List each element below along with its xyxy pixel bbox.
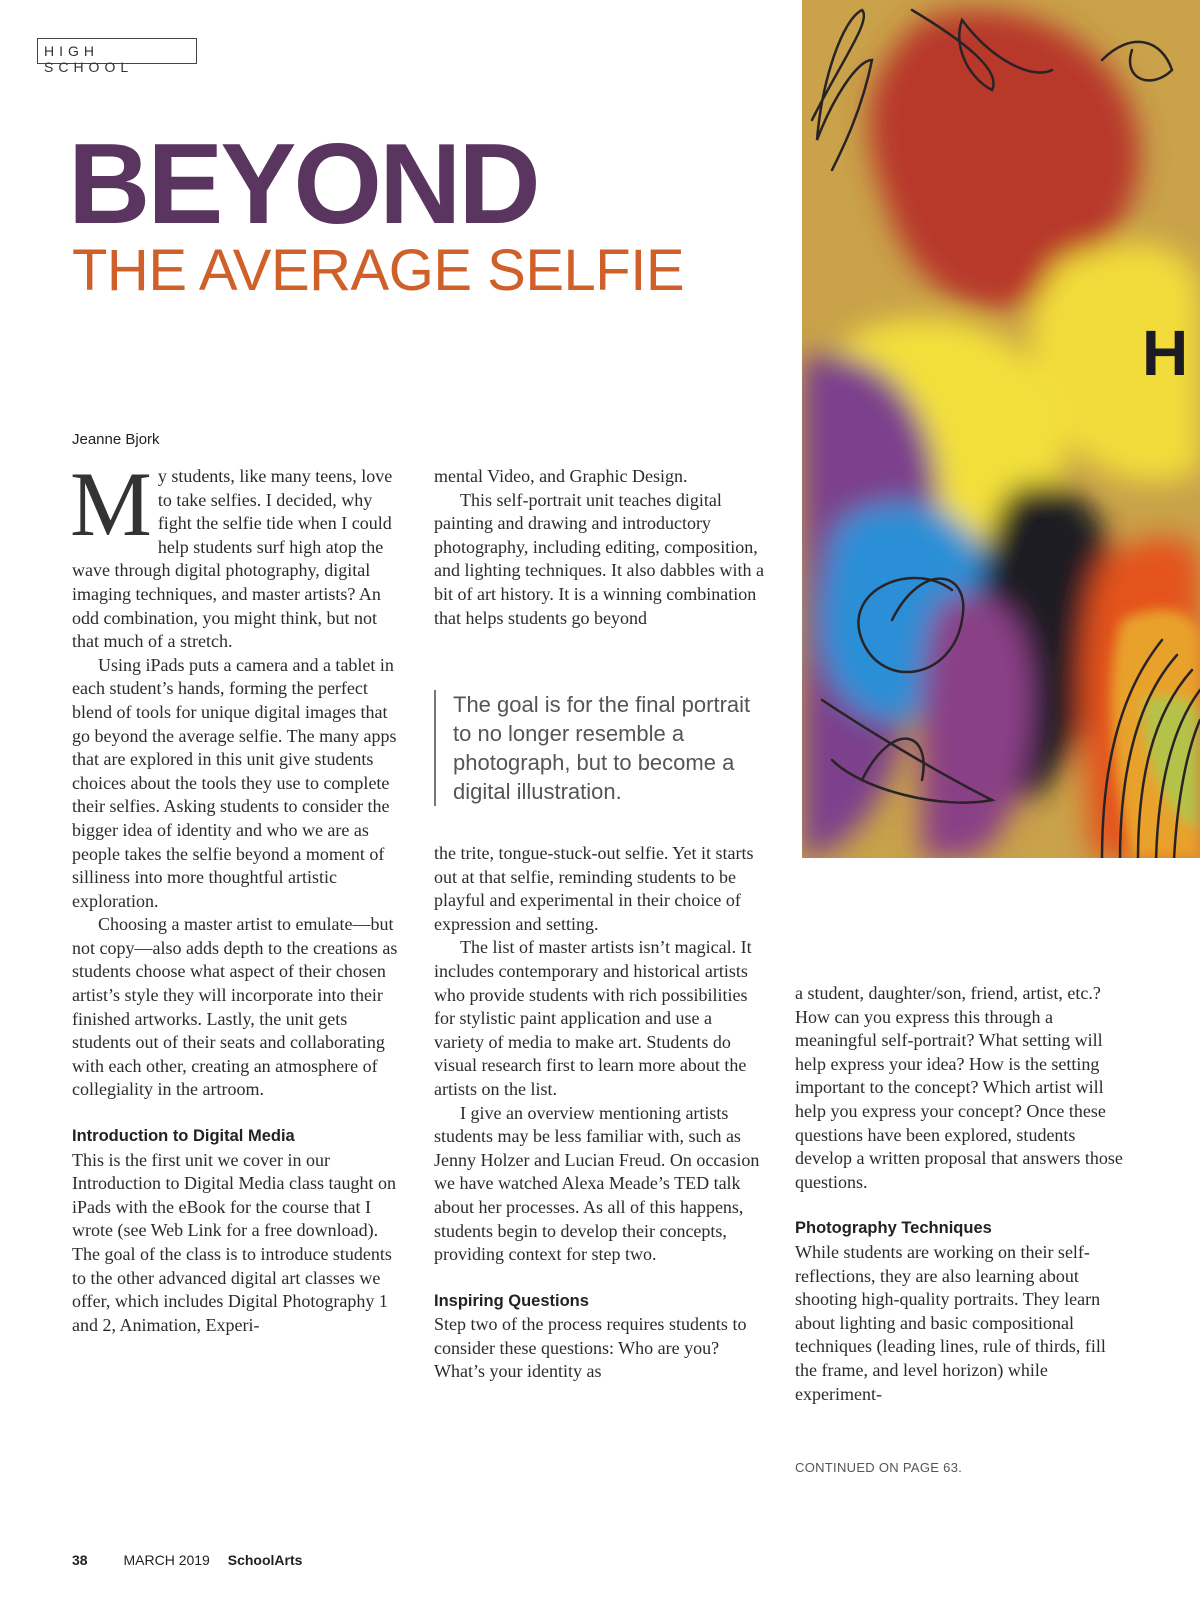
paragraph: The list of master artists isn’t magical. It includes contemporary and historical artists who provide students with rich possibilities for stylistic paint application and use a variety of media to make art. Students do visual research first to learn more about the artists on the list.	[434, 937, 752, 1099]
column-2-top	[434, 465, 764, 630]
paragraph: a student, daughter/son, friend, artist, etc.? How can you express this through a meaningful self-portrait? What setting will help express your idea? How is the setting important to the concept? Which artist will help you express your concept? Once these questions have been explored, students develop a written proposal that answers those questions.	[795, 983, 1123, 1192]
paragraph: Choosing a master artist to emulate—but not copy—also adds depth to the creations as students choose what aspect of their chosen artist’s style they will incorporate into their finished artworks. Lastly, the unit gets students out of their seats and collaborating with each other, creating an atmosphere of collegiality in the artroom.	[72, 914, 398, 1100]
section-heading: Photography Techniques	[795, 1219, 992, 1238]
article-subtitle: THE AVERAGE SELFIE	[72, 238, 685, 303]
section-heading: Inspiring Questions	[434, 1291, 589, 1310]
paragraph: the trite, tongue-stuck-out selfie. Yet it starts out at that selfie, reminding students to be playful and experimental in their choice of expression and setting.	[434, 843, 754, 934]
paragraph: While students are working on their self-reflections, they are also learning about shooting high-quality portraits. They learn about lighting and basic compositional techniques (leading lines, rule of thirds, fill the frame, and level horizon) while experiment-	[795, 1241, 1106, 1404]
article-title: BEYOND	[68, 121, 538, 248]
artwork-letter: H	[1142, 317, 1189, 389]
student-artwork-image	[802, 0, 1200, 858]
section-label: HIGH SCHOOL	[37, 38, 197, 64]
issue-date: MARCH 2019	[123, 1552, 210, 1568]
paragraph: This is the first unit we cover in our Introduction to Digital Media class taught on iPads with the eBook for the course that I wrote (see Web Link for a free download). The goal of the class is to introduce students to the other advanced digital art classes we offer, which includes Digital Photography 1 and 2, Animation, Experi-	[72, 1149, 396, 1335]
magazine-name: SchoolArts	[227, 1552, 303, 1568]
byline: Jeanne Bjork	[72, 431, 160, 448]
column-2-bottom	[434, 842, 764, 1384]
drop-cap: M	[70, 453, 152, 555]
paragraph: This self-portrait unit teaches digital painting and drawing and introductory photography, including editing, composition, and lighting techniques. It also dabbles with a bit of art history. It is a winning combination that helps students go beyond	[434, 489, 764, 628]
page-number: 38	[72, 1552, 88, 1568]
paragraph: mental Video, and Graphic Design.	[434, 466, 688, 486]
page-footer	[72, 1552, 302, 1568]
section-heading: Introduction to Digital Media	[72, 1127, 295, 1146]
column-3	[795, 982, 1125, 1406]
paragraph: My students, like many teens, love to take selfies. I decided, why fight the selfie tide when I could help students surf high atop the wave through digital photography, digital imaging techniques, and master artists? An odd combination, you might think, but not that much of a stretch.	[70, 453, 393, 652]
pull-quote: The goal is for the final portrait to no longer resemble a photograph, but to become a digital illustration.	[434, 690, 764, 806]
continued-note: CONTINUED ON PAGE 63.	[795, 1460, 963, 1475]
paragraph: I give an overview mentioning artists students may be less familiar with, such as Jenny Holzer and Lucian Freud. On occasion we have watched Alexa Meade’s TED talk about her processes. As all of this happens, students begin to develop their concepts, providing context for step two.	[434, 1102, 760, 1265]
paragraph: Step two of the process requires students to consider these questions: Who are you? What’s your identity as	[434, 1314, 747, 1382]
paragraph: Using iPads puts a camera and a tablet in each student’s hands, forming the perfect blend of tools for unique digital images that go beyond the average selfie. The many apps that are explored in this unit give students choices about the tools they use to complete their selfies. Asking students to consider the bigger idea of identity and who we are as people takes the selfie beyond a moment of silliness into more thoughtful artistic exploration.	[72, 654, 397, 911]
column-1	[70, 453, 402, 1337]
